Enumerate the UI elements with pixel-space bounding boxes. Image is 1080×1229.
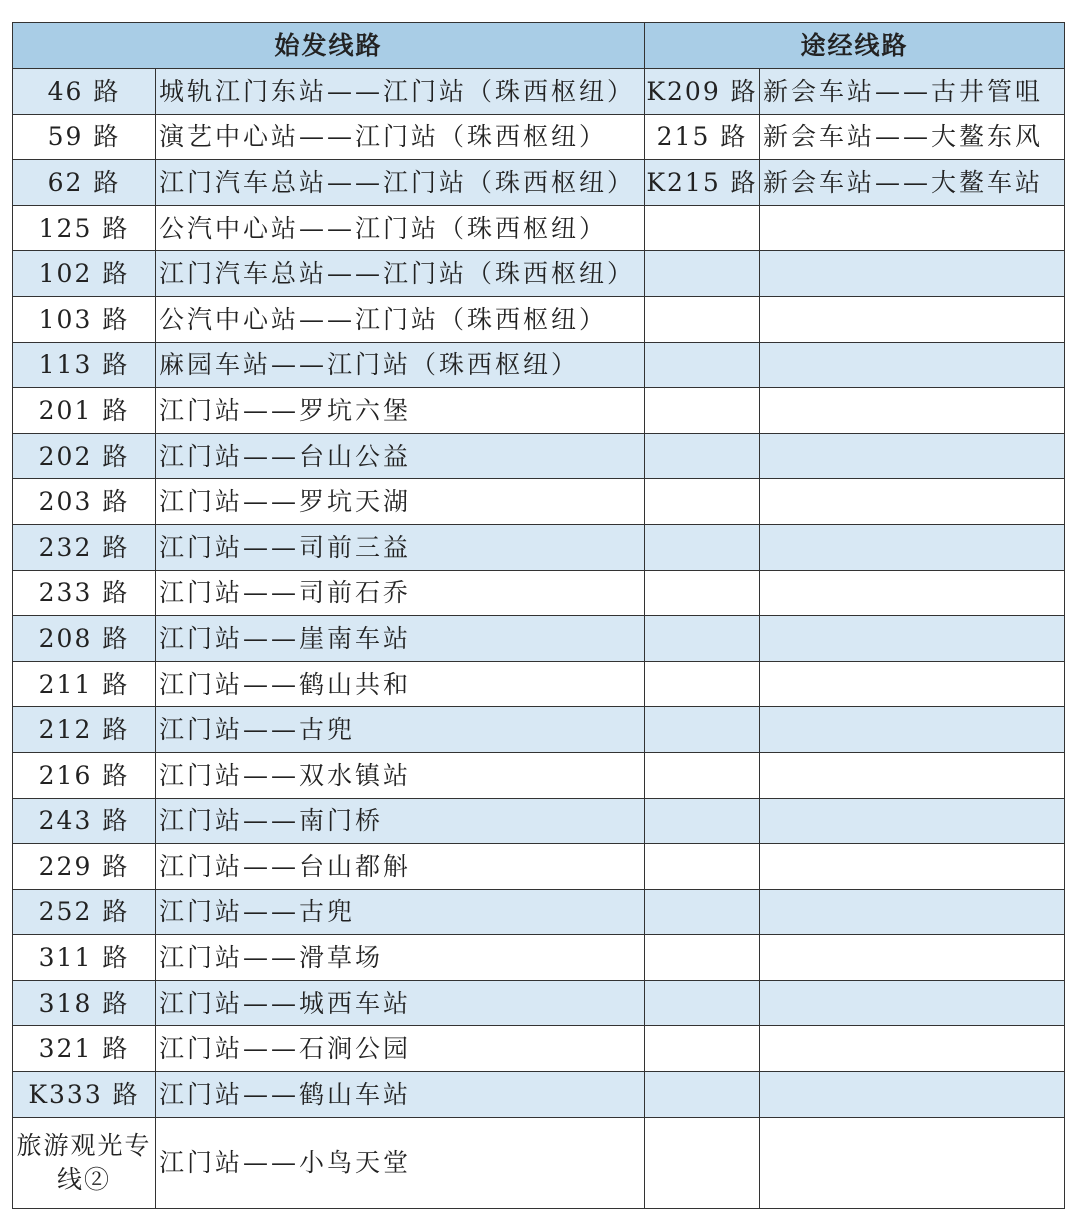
route-number: 59 路 bbox=[13, 114, 156, 160]
table-row bbox=[13, 342, 1065, 388]
passing-route-endpoints bbox=[760, 524, 1065, 570]
route-number: 321 路 bbox=[13, 1026, 156, 1072]
route-endpoints: 江门站——石涧公园 bbox=[156, 1026, 645, 1072]
route-endpoints: 城轨江门东站——江门站（珠西枢纽） bbox=[156, 69, 645, 115]
route-endpoints: 江门站——小鸟天堂 bbox=[156, 1117, 645, 1208]
passing-route-endpoints bbox=[760, 616, 1065, 662]
table-row bbox=[13, 251, 1065, 297]
passing-route-number bbox=[645, 205, 760, 251]
passing-route-endpoints bbox=[760, 980, 1065, 1026]
table-row bbox=[13, 570, 1065, 616]
route-table-body bbox=[13, 69, 1065, 1209]
table-row bbox=[13, 388, 1065, 434]
table-row bbox=[13, 69, 1065, 115]
passing-route-endpoints bbox=[760, 296, 1065, 342]
passing-route-endpoints bbox=[760, 570, 1065, 616]
passing-route-endpoints bbox=[760, 844, 1065, 890]
passing-route-number bbox=[645, 889, 760, 935]
route-endpoints: 江门站——罗坑六堡 bbox=[156, 388, 645, 434]
route-number: 318 路 bbox=[13, 980, 156, 1026]
table-row bbox=[13, 524, 1065, 570]
route-number: 311 路 bbox=[13, 935, 156, 981]
passing-route-number bbox=[645, 707, 760, 753]
passing-routes-header: 途经线路 bbox=[645, 23, 1065, 69]
table-row bbox=[13, 798, 1065, 844]
route-endpoints: 江门站——古兜 bbox=[156, 707, 645, 753]
route-endpoints: 江门站——鹤山共和 bbox=[156, 661, 645, 707]
passing-route-number bbox=[645, 1072, 760, 1118]
passing-route-endpoints bbox=[760, 479, 1065, 525]
route-endpoints: 江门站——南门桥 bbox=[156, 798, 645, 844]
passing-route-endpoints: 新会车站——古井管咀 bbox=[760, 69, 1065, 115]
table-row bbox=[13, 479, 1065, 525]
route-number: 125 路 bbox=[13, 205, 156, 251]
route-number: 233 路 bbox=[13, 570, 156, 616]
route-endpoints: 江门站——鹤山车站 bbox=[156, 1072, 645, 1118]
originating-routes-header: 始发线路 bbox=[13, 23, 645, 69]
route-endpoints: 江门汽车总站——江门站（珠西枢纽） bbox=[156, 251, 645, 297]
route-number: K333 路 bbox=[13, 1072, 156, 1118]
passing-route-number bbox=[645, 616, 760, 662]
passing-route-number bbox=[645, 433, 760, 479]
bus-route-table bbox=[12, 22, 1065, 1209]
route-endpoints: 公汽中心站——江门站（珠西枢纽） bbox=[156, 296, 645, 342]
route-endpoints: 演艺中心站——江门站（珠西枢纽） bbox=[156, 114, 645, 160]
passing-route-endpoints bbox=[760, 889, 1065, 935]
table-row bbox=[13, 752, 1065, 798]
table-row bbox=[13, 1026, 1065, 1072]
passing-route-number bbox=[645, 342, 760, 388]
passing-route-endpoints bbox=[760, 1117, 1065, 1208]
table-header-row bbox=[13, 23, 1065, 69]
route-number: 232 路 bbox=[13, 524, 156, 570]
table-row bbox=[13, 1117, 1065, 1208]
route-endpoints: 江门站——台山都斛 bbox=[156, 844, 645, 890]
passing-route-number bbox=[645, 570, 760, 616]
route-endpoints: 江门站——滑草场 bbox=[156, 935, 645, 981]
passing-route-endpoints: 新会车站——大鳌车站 bbox=[760, 160, 1065, 206]
passing-route-endpoints bbox=[760, 661, 1065, 707]
table-row bbox=[13, 160, 1065, 206]
passing-route-endpoints bbox=[760, 1026, 1065, 1072]
passing-route-number bbox=[645, 844, 760, 890]
route-number: 212 路 bbox=[13, 707, 156, 753]
table-row bbox=[13, 844, 1065, 890]
route-number: 208 路 bbox=[13, 616, 156, 662]
route-number: 62 路 bbox=[13, 160, 156, 206]
passing-route-number: 215 路 bbox=[645, 114, 760, 160]
table-row bbox=[13, 661, 1065, 707]
route-number: 102 路 bbox=[13, 251, 156, 297]
passing-route-number bbox=[645, 935, 760, 981]
route-number: 103 路 bbox=[13, 296, 156, 342]
passing-route-endpoints bbox=[760, 205, 1065, 251]
passing-route-number bbox=[645, 524, 760, 570]
route-endpoints: 江门站——罗坑天湖 bbox=[156, 479, 645, 525]
route-endpoints: 江门站——崖南车站 bbox=[156, 616, 645, 662]
table-row bbox=[13, 205, 1065, 251]
route-endpoints: 江门站——城西车站 bbox=[156, 980, 645, 1026]
passing-route-endpoints bbox=[760, 707, 1065, 753]
route-endpoints: 江门站——司前石乔 bbox=[156, 570, 645, 616]
route-number: 211 路 bbox=[13, 661, 156, 707]
route-endpoints: 江门站——司前三益 bbox=[156, 524, 645, 570]
table-row bbox=[13, 616, 1065, 662]
passing-route-endpoints bbox=[760, 342, 1065, 388]
passing-route-number: K209 路 bbox=[645, 69, 760, 115]
passing-route-number bbox=[645, 798, 760, 844]
table-row bbox=[13, 296, 1065, 342]
route-endpoints: 公汽中心站——江门站（珠西枢纽） bbox=[156, 205, 645, 251]
passing-route-number bbox=[645, 1026, 760, 1072]
route-number: 229 路 bbox=[13, 844, 156, 890]
passing-route-endpoints bbox=[760, 752, 1065, 798]
passing-route-endpoints bbox=[760, 798, 1065, 844]
route-number: 252 路 bbox=[13, 889, 156, 935]
table-row bbox=[13, 114, 1065, 160]
table-row bbox=[13, 433, 1065, 479]
passing-route-number: K215 路 bbox=[645, 160, 760, 206]
table-row bbox=[13, 935, 1065, 981]
passing-route-endpoints bbox=[760, 433, 1065, 479]
route-number: 113 路 bbox=[13, 342, 156, 388]
route-number: 243 路 bbox=[13, 798, 156, 844]
route-endpoints: 江门汽车总站——江门站（珠西枢纽） bbox=[156, 160, 645, 206]
route-number: 202 路 bbox=[13, 433, 156, 479]
passing-route-number bbox=[645, 1117, 760, 1208]
table-row bbox=[13, 889, 1065, 935]
table-row bbox=[13, 980, 1065, 1026]
passing-route-number bbox=[645, 388, 760, 434]
route-endpoints: 江门站——古兜 bbox=[156, 889, 645, 935]
passing-route-number bbox=[645, 251, 760, 297]
passing-route-number bbox=[645, 479, 760, 525]
route-number: 203 路 bbox=[13, 479, 156, 525]
route-endpoints: 麻园车站——江门站（珠西枢纽） bbox=[156, 342, 645, 388]
route-number: 旅游观光专线② bbox=[13, 1117, 156, 1208]
passing-route-number bbox=[645, 296, 760, 342]
route-number: 46 路 bbox=[13, 69, 156, 115]
passing-route-number bbox=[645, 980, 760, 1026]
table-row bbox=[13, 1072, 1065, 1118]
route-endpoints: 江门站——双水镇站 bbox=[156, 752, 645, 798]
passing-route-number bbox=[645, 752, 760, 798]
passing-route-number bbox=[645, 661, 760, 707]
route-number: 201 路 bbox=[13, 388, 156, 434]
passing-route-endpoints bbox=[760, 1072, 1065, 1118]
route-number: 216 路 bbox=[13, 752, 156, 798]
passing-route-endpoints bbox=[760, 388, 1065, 434]
route-endpoints: 江门站——台山公益 bbox=[156, 433, 645, 479]
table-row bbox=[13, 707, 1065, 753]
passing-route-endpoints bbox=[760, 251, 1065, 297]
passing-route-endpoints: 新会车站——大鳌东风 bbox=[760, 114, 1065, 160]
passing-route-endpoints bbox=[760, 935, 1065, 981]
